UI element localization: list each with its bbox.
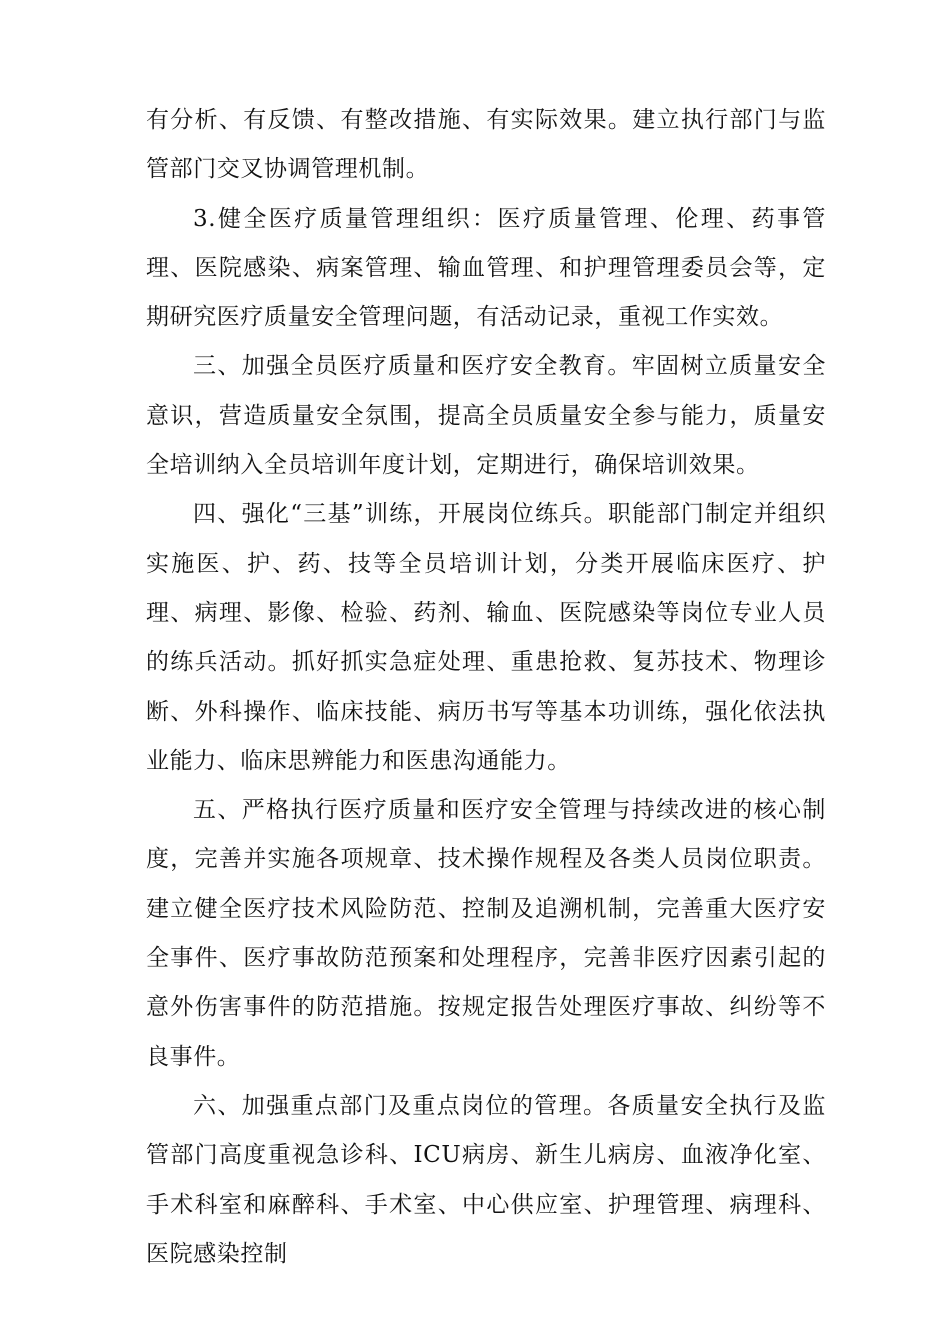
paragraph-key-departments: 六、加强重点部门及重点岗位的管理。各质量安全执行及监管部门高度重视急诊科、ICU病房、新生儿病房、血液净化室、手术科室和麻醉科、手术室、中心供应室、护理管理、病理科、医院感染控制 <box>146 1092 826 1267</box>
paragraph-three-basics-training: 四、强化“三基”训练，开展岗位练兵。职能部门制定并组织实施医、护、药、技等全员培训计划，分类开展临床医疗、护理、病理、影像、检验、药剂、输血、医院感染等岗位专业人员的练兵活动。抓好抓实急症处理、重患抢救、复苏技术、物理诊断、外科操作、临床技能、病历书写等基本功训练，强化依法执业能力、临床思辨能力和医患沟通能力。 <box>146 501 826 774</box>
paragraph-safety-education: 三、加强全员医疗质量和医疗安全教育。牢固树立质量安全意识，营造质量安全氛围，提高全员质量安全参与能力，质量安全培训纳入全员培训年度计划，定期进行，确保培训效果。 <box>146 353 826 479</box>
paragraph-core-system: 五、严格执行医疗质量和医疗安全管理与持续改进的核心制度，完善并实施各项规章、技术操作规程及各类人员岗位职责。建立健全医疗技术风险防范、控制及追溯机制，完善重大医疗安全事件、医疗事故防范预案和处理程序，完善非医疗因素引起的意外伤害事件的防范措施。按规定报告处理医疗事故、纠纷等不良事件。 <box>146 797 826 1070</box>
paragraph-continuation: 有分析、有反馈、有整改措施、有实际效果。建立执行部门与监管部门交叉协调管理机制。 <box>146 107 826 183</box>
paragraph-quality-organization: 3.健全医疗质量管理组织：医疗质量管理、伦理、药事管理、医院感染、病案管理、输血管理、和护理管理委员会等，定期研究医疗质量安全管理问题，有活动记录，重视工作实效。 <box>146 205 826 331</box>
document-body <box>146 96 826 1279</box>
